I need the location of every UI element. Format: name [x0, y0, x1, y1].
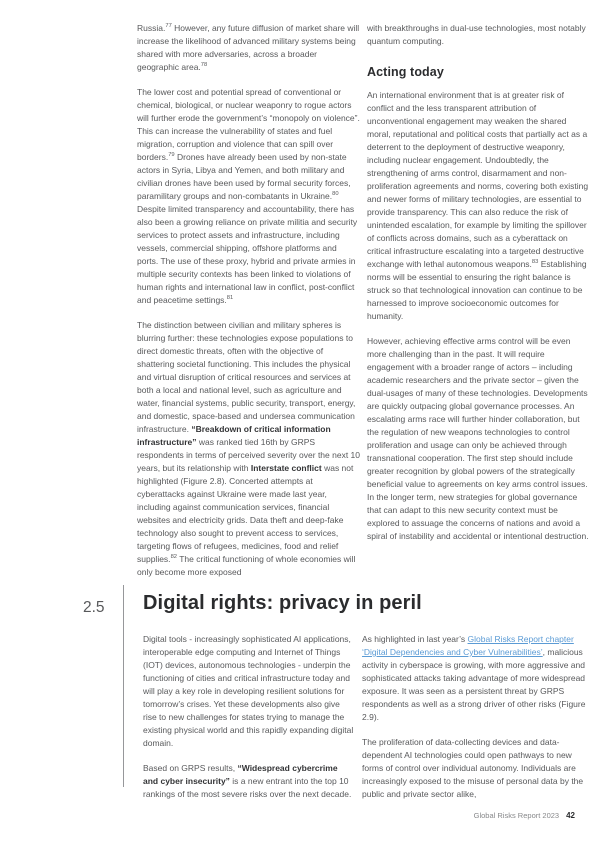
text-run: Establishing norms will be essential to ensuring the right balance is struck so that technological innovation can continue to be harnessed to improve socioeconomic outcomes for humanity.: [367, 259, 587, 321]
section-columns: [143, 633, 590, 813]
text-run: The proliferation of data-collecting devices and data-dependent AI technologies could open pathways to new forms of control over individual autonomy. Individuals are increasingly exposed to the misuse of personal data by the public and private sector alike,: [362, 737, 584, 799]
section-number: 2.5: [83, 599, 105, 616]
text-run: Despite limited transparency and accountability, there has also been a growing reliance on private militia and security services to protect assets and infrastructure, including vessels, commercial shipping, offshore platforms and ports. The use of these proxy, hybrid and private armies in multiple security contexts has been linked to violations of human rights and international law in conflict, post-conflict and peacetime settings.: [137, 204, 358, 305]
section-title: Digital rights: privacy in peril: [143, 592, 422, 614]
paragraph: [143, 762, 355, 801]
footnote-reference: 83: [531, 259, 539, 266]
subsection-heading: [367, 65, 590, 80]
footnote-reference: 77: [165, 23, 172, 30]
text-run: The critical functioning of whole economies will only become more exposed: [137, 554, 356, 577]
section-right-column: [362, 633, 590, 813]
text-run: with breakthroughs in dual-use technologies, most notably quantum computing.: [367, 23, 586, 46]
text-run: However, achieving effective arms control will be even more challenging than in the past. It will require engagement with a broader range of actors – including academic researchers and the private sector – given the dual-usages of many of these technologies. Developments are quickly outpacing global governance processes. An escalating arms race will further hinder collaboration, but the regulation of new weapons technologies to control proliferation and usage can only be achieved through transnational cooperation. The first step should include greater recognition by global powers of the strategically beneficial value to agreements on key arms control issues. In the longer term, new strategies for global governance that can adapt to this new security context must be explored to assuage the concerns of nations and avoid a spiral of instability and accidental or intentional destruction.: [367, 336, 589, 541]
paragraph: [143, 633, 355, 750]
text-run: is a new entrant into the top 10 rankings of the most severe risks over the next decade.: [143, 776, 352, 799]
paragraph: [367, 22, 590, 48]
text-run: Based on GRPS results,: [143, 763, 238, 773]
text-run: The distinction between civilian and military spheres is blurring further: these technologies expose populations to direct domestic threats, often with the objective of shattering societal functioning. This includes the physical and virtual disruption of critical resources and services at both a local and national level, such as agriculture and water, financial systems, public security, transport, energy, and domestic, space-based and undersea communication infrastructure.: [137, 320, 356, 434]
top-section: [137, 22, 590, 591]
bold-text: Interstate conflict: [250, 463, 322, 473]
text-run: Drones have already been used by non-state actors in Syria, Libya and Yemen, and both military and civilian drones have been used by formal security forces, paramilitary groups and non-combatants in Ukraine.: [137, 152, 351, 201]
text-run: Digital tools - increasingly sophisticated AI applications, interoperable edge computing and Internet of Things (IOT) devices, autonomous technologies - underpin the functioning of cities and critical infrastructure today and will play a key role in developing resilient solutions for tomorrow’s crises. Yet these developments also give rise to new challenges for states trying to manage the existing physical world and this rapidly expanding digital domain.: [143, 634, 354, 748]
section-left-column: [143, 633, 355, 813]
paragraph: [137, 22, 360, 74]
page-footer: [0, 811, 575, 820]
inline-link[interactable]: Global Risks Report chapter ‘Digital Dependencies and Cyber Vulnerabilities’: [362, 634, 574, 657]
paragraph: [362, 736, 590, 801]
footer-page-number: 42: [566, 811, 575, 820]
bold-text: “Breakdown of critical information infrastructure”: [137, 424, 331, 447]
text-run: As highlighted in last year’s: [362, 634, 468, 644]
footnote-reference: 79: [168, 152, 175, 159]
footnote-reference: 81: [226, 295, 234, 302]
text-run: However, any future diffusion of market share will increase the likelihood of advanced military systems being shared with more adversaries, across a broader geographic area.: [137, 23, 360, 72]
paragraph: [137, 86, 360, 307]
top-right-column: [367, 22, 590, 591]
paragraph: [367, 335, 590, 543]
section-body: [143, 583, 590, 813]
text-run: was ranked tied 16th by GRPS respondents in terms of perceived severity over the next 10 years, but its relationship with: [137, 437, 361, 473]
footnote-reference: 80: [332, 191, 339, 198]
text-run: Acting today: [367, 65, 444, 79]
section-2-5: [0, 583, 600, 798]
section-divider-line: [123, 585, 124, 787]
footer-report-title: Global Risks Report 2023: [473, 811, 560, 820]
bold-text: “Widespread cybercrime and cyber insecurity”: [143, 763, 338, 786]
paragraph: [137, 319, 360, 579]
paragraph: [367, 89, 590, 323]
footnote-reference: 78: [200, 62, 208, 69]
text-run: The lower cost and potential spread of conventional or chemical, biological, or nuclear weaponry to rogue actors will further erode the government’s “monopoly on violence”. This can increase the vulnerability of states and fuel migration, corruption and violence that can spill over borders.: [137, 87, 360, 162]
footnote-reference: 82: [170, 554, 178, 561]
paragraph: [362, 633, 590, 724]
text-run: Russia.: [137, 23, 166, 33]
text-run: was not highlighted (Figure 2.8). Concerted attempts at cyberattacks against Ukraine were made last year, including against communication services, financial websites and electricity grids. Data theft and deep-fake technology also sought to prevent access to services, targeting flows of refugees, medicines, food and relief supplies.: [137, 463, 354, 564]
text-run: , malicious activity in cyberspace is growing, with more aggressive and sophisticated attacks taking advantage of more widespread exposure. It was seen as a persistent threat by GRPS respondents as well as a strong driver of other risks (Figure 2.9).: [362, 647, 586, 722]
top-left-column: [137, 22, 360, 591]
text-run: An international environment that is at greater risk of conflict and the less transparent attribution of unconventional engagement may weaken the shared moral, reputational and political costs that partially act as a deterrent to the deployment of destructive weaponry, including nuclear engagement. Undoubtedly, the strengthening of arms control, disarmament and non-proliferation agreements and norms, covering both existing and newer forms of military technologies, are essential to provide transparency. This can also reduce the risk of unintended escalation, for example by limiting the spillover of conflicts across domains, such as a cyberattack on critical infrastructure escalating into a targeted destructive exchange with lethal autonomous weapons.: [367, 90, 589, 269]
